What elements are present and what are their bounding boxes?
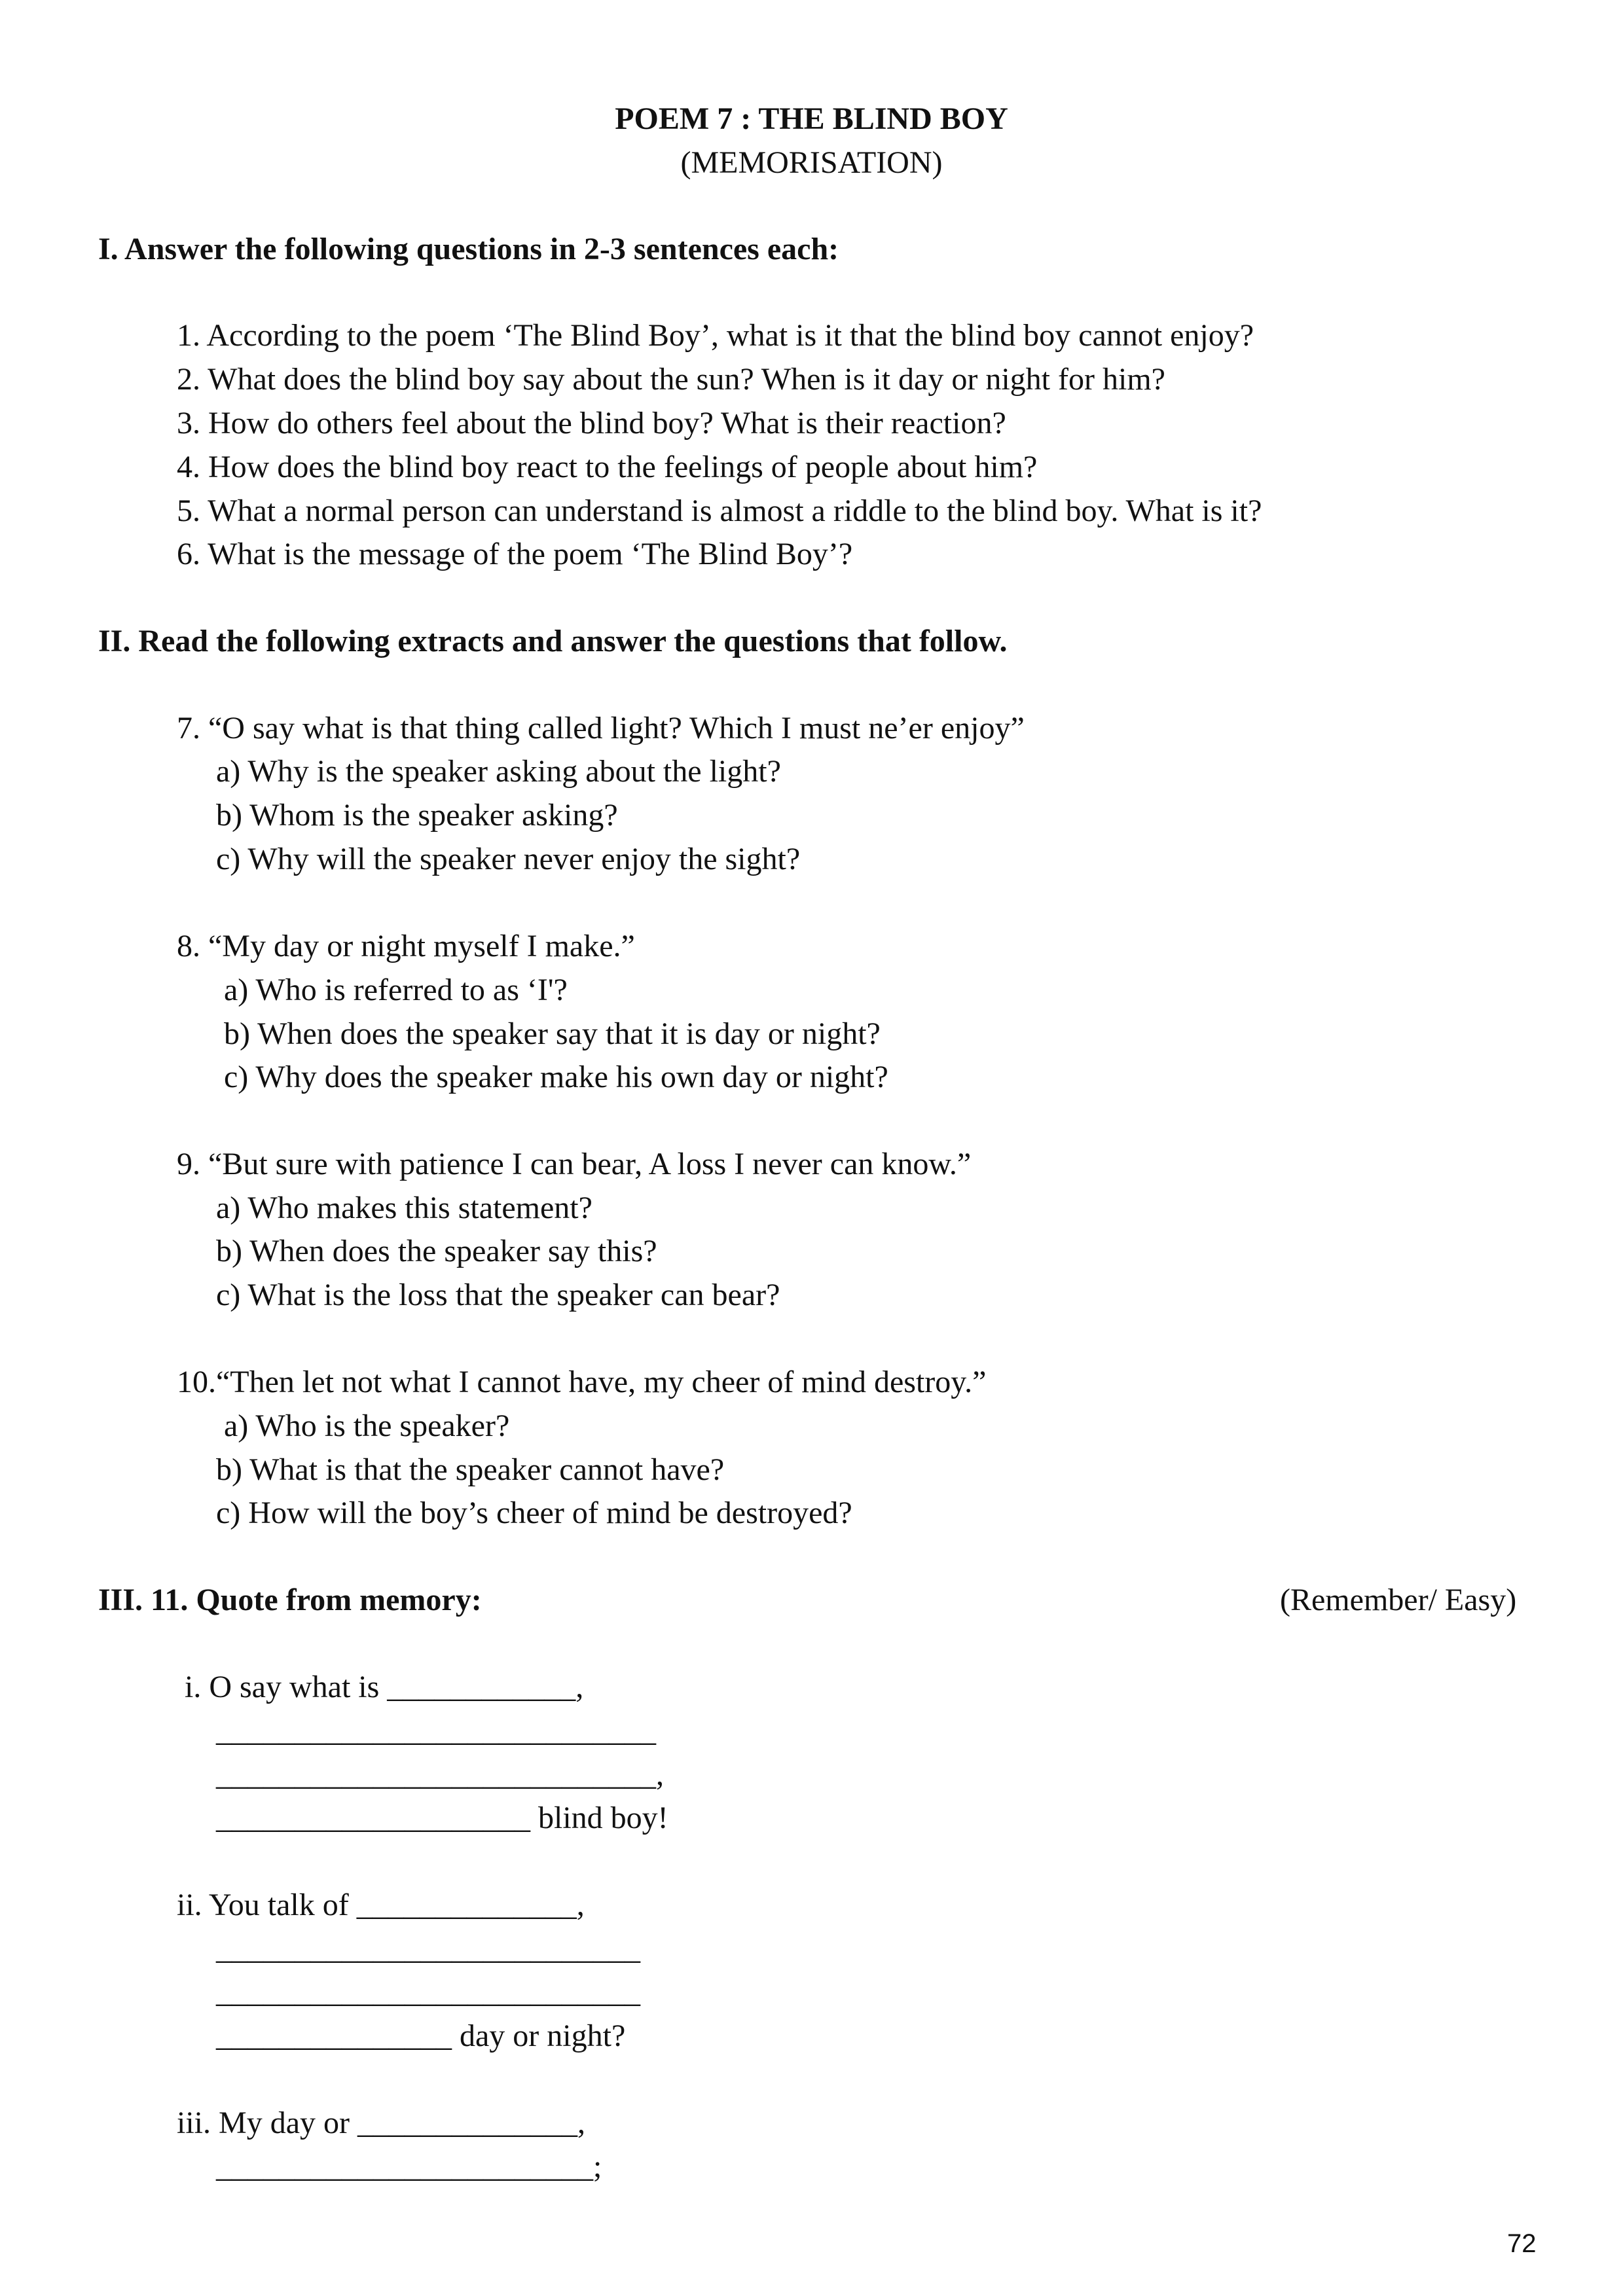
extract-7-sub-b: b) Whom is the speaker asking? [216, 798, 618, 833]
quote-ii-line-3: ___________________________ [216, 1975, 640, 2009]
extract-8-sub-c: c) Why does the speaker make his own day or night? [224, 1060, 888, 1094]
extract-7-quote: 7. “O say what is that thing called light? Which I must ne’er enjoy” [177, 711, 1025, 745]
extract-8-sub-a: a) Who is referred to as ‘I'? [224, 973, 568, 1007]
quote-ii-line-4: _______________ day or night? [216, 2018, 626, 2053]
quote-i-line-3: ____________________________, [216, 1757, 664, 1792]
extract-8-sub-b: b) When does the speaker say that it is day or night? [224, 1016, 881, 1051]
question-2: 2. What does the blind boy say about the sun? When is it day or night for him? [177, 362, 1165, 397]
quote-ii-line-1: ii. You talk of ______________, [177, 1888, 585, 1922]
extract-7-sub-c: c) Why will the speaker never enjoy the sight? [216, 842, 801, 876]
section-3-heading: III. 11. Quote from memory: [98, 1583, 482, 1617]
page-subtitle: (MEMORISATION) [680, 145, 943, 180]
quote-i-line-2: ____________________________ [216, 1713, 656, 1748]
section-2-heading: II. Read the following extracts and answer the questions that follow. [98, 624, 1008, 658]
quote-ii-line-2: ___________________________ [216, 1931, 640, 1966]
page-number: 72 [1507, 2229, 1537, 2258]
extract-10-sub-b: b) What is that the speaker cannot have? [216, 1452, 725, 1487]
question-6: 6. What is the message of the poem ‘The Blind Boy’? [177, 537, 853, 571]
extract-9-quote: 9. “But sure with patience I can bear, A loss I never can know.” [177, 1147, 972, 1181]
question-1: 1. According to the poem ‘The Blind Boy’, what is it that the blind boy cannot enjoy? [177, 318, 1254, 353]
quote-i-line-1: i. O say what is ____________, [185, 1670, 584, 1704]
quote-iii-line-2: ________________________; [216, 2149, 602, 2184]
extract-9-sub-a: a) Who makes this statement? [216, 1191, 593, 1225]
page-title: POEM 7 : THE BLIND BOY [615, 101, 1008, 136]
quote-i-line-4: ____________________ blind boy! [216, 1801, 668, 1835]
section-1-heading: I. Answer the following questions in 2-3 sentences each: [98, 232, 839, 266]
difficulty-tag: (Remember/ Easy) [1280, 1583, 1517, 1617]
quote-iii-line-1: iii. My day or ______________, [177, 2106, 585, 2140]
question-4: 4. How does the blind boy react to the feelings of people about him? [177, 450, 1038, 484]
extract-9-sub-b: b) When does the speaker say this? [216, 1234, 657, 1268]
extract-9-sub-c: c) What is the loss that the speaker can bear? [216, 1278, 780, 1312]
extract-10-quote: 10.“Then let not what I cannot have, my cheer of mind destroy.” [177, 1365, 987, 1399]
extract-10-sub-c: c) How will the boy’s cheer of mind be destroyed? [216, 1496, 852, 1530]
extract-10-sub-a: a) Who is the speaker? [224, 1408, 510, 1443]
extract-8-quote: 8. “My day or night myself I make.” [177, 929, 635, 963]
extract-7-sub-a: a) Why is the speaker asking about the light? [216, 754, 781, 789]
question-5: 5. What a normal person can understand is almost a riddle to the blind boy. What is it? [177, 493, 1262, 528]
question-3: 3. How do others feel about the blind boy? What is their reaction? [177, 406, 1006, 440]
